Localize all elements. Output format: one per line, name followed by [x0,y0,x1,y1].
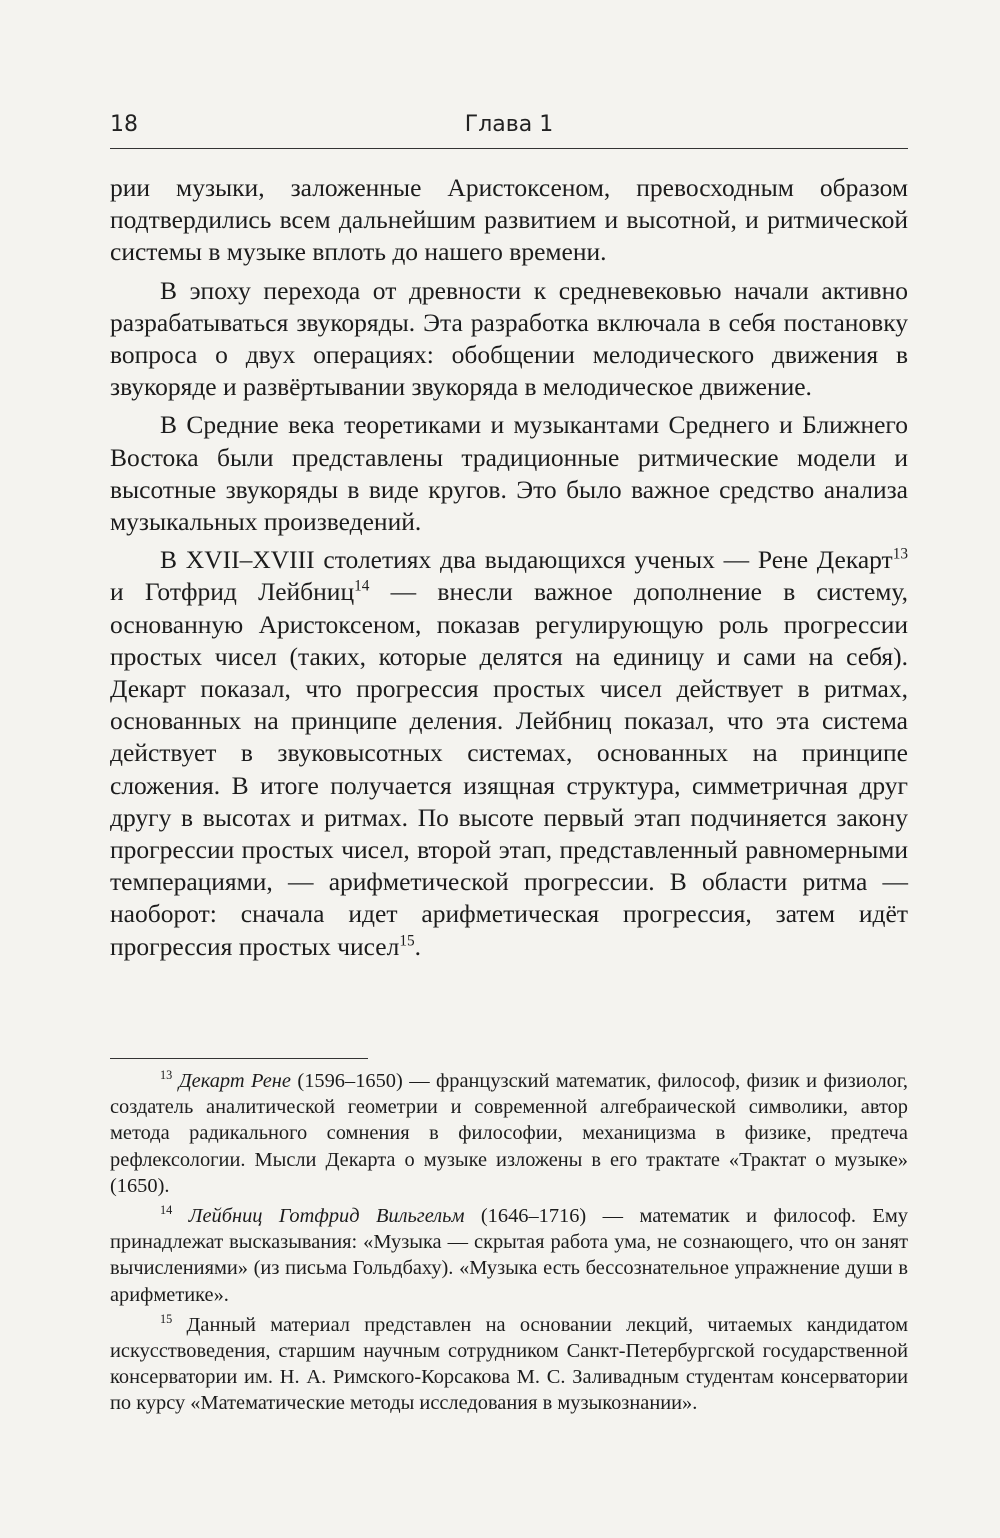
footnote-ref-13[interactable]: 13 [892,545,908,563]
footnote-text: (1646–1716) — математик и философ. Ему принадлежат высказывания: «Музыка — скрытая работа ума, не сознающего, что он занят вычислениями» (из письма Гольдбаху). «Музыка есть бессознательное упражнение души в арифметике». [110,1205,908,1306]
footnote-separator [110,1058,368,1059]
paragraph-4-part-1: В XVII–XVIII столетиях два выдающихся ученых — Рене Декарт [160,545,893,575]
footnote-15 [110,1312,908,1417]
footnotes [110,1068,908,1421]
paragraph-4-part-4: . [414,931,422,961]
paragraph-2: В эпоху перехода от древности к средневековью начали активно разрабатываться звукоряды. Эта разработка включала в себя постановку вопроса о двух операциях: обобщении мелодического движения в звукоряде и развёртывании звукоряда в мелодическое движение. [110,275,908,402]
paragraph-4-part-3: — внесли важное дополнение в систему, основанную Аристоксеном, показав регулирующую роль прогрессии простых чисел (таких, которые делятся на единицу и сами на себя). Декарт показал, что прогрессия простых чисел действует в ритмах, основанных на принципе деления. Лейбниц показал, что эта система действует в звуковысотных системах, основанных на принципе сложения. В итоге получается изящная структура, симметричная друг другу в высотах и ритмах. По высоте первый этап подчиняется закону прогрессии простых чисел, второй этап, представленный равномерными темперациями, — арифметической прогрессии. В области ритма — наоборот: сначала идет арифметическая прогрессия, затем идёт прогрессия простых чисел [110,577,908,961]
footnote-13 [110,1068,908,1199]
footnote-number: 15 [160,1312,173,1327]
footnote-person-name: Декарт Рене [178,1070,291,1092]
paragraph-1: рии музыки, заложенные Аристоксеном, превосходным образом подтвердились всем дальнейшим развитием и высотной, и ритмической системы в музыке вплоть до нашего времени. [110,173,908,267]
paragraph-4 [110,544,908,963]
footnote-ref-15[interactable]: 15 [399,932,415,950]
footnote-person-name: Лейбниц Готфрид Вильгельм [188,1205,465,1228]
paragraph-4-part-2: и Готфрид Лейбниц [110,577,355,607]
footnote-text: (1596–1650) — французский математик, философ, физик и физиолог, создатель аналитической геометрии и современной алгебраической символики, автор метода радикального сомнения в философии, механицизма в физике, предтеча рефлексологии. Мысли Декарта о музыке изложены в его трактате «Трактат о музыке» (1650). [110,1070,908,1197]
page-number: 18 [110,112,138,137]
footnote-text: Данный материал представлен на основании лекций, читаемых кандидатом искусствоведения, старшим научным сотрудником Санкт-Петербургской государственной консерватории им. Н. А. Римского-Корсакова М. С. Заливадным студентам консерватории по курсу «Математические методы исследования в музыкознании». [110,1313,908,1415]
main-text [110,172,908,969]
paragraph-3: В Средние века теоретиками и музыкантами Среднего и Ближнего Востока были представлены традиционные ритмические модели и высотные звукоряды в виде кругов. Это было важное средство анализа музыкальных произведений. [110,410,908,537]
running-head [110,112,908,148]
footnote-number: 14 [160,1203,173,1218]
header-rule [110,148,908,149]
chapter-title: Глава 1 [464,112,554,137]
footnote-14 [110,1203,908,1308]
footnote-ref-14[interactable]: 14 [354,577,370,595]
footnote-number: 13 [160,1068,173,1083]
